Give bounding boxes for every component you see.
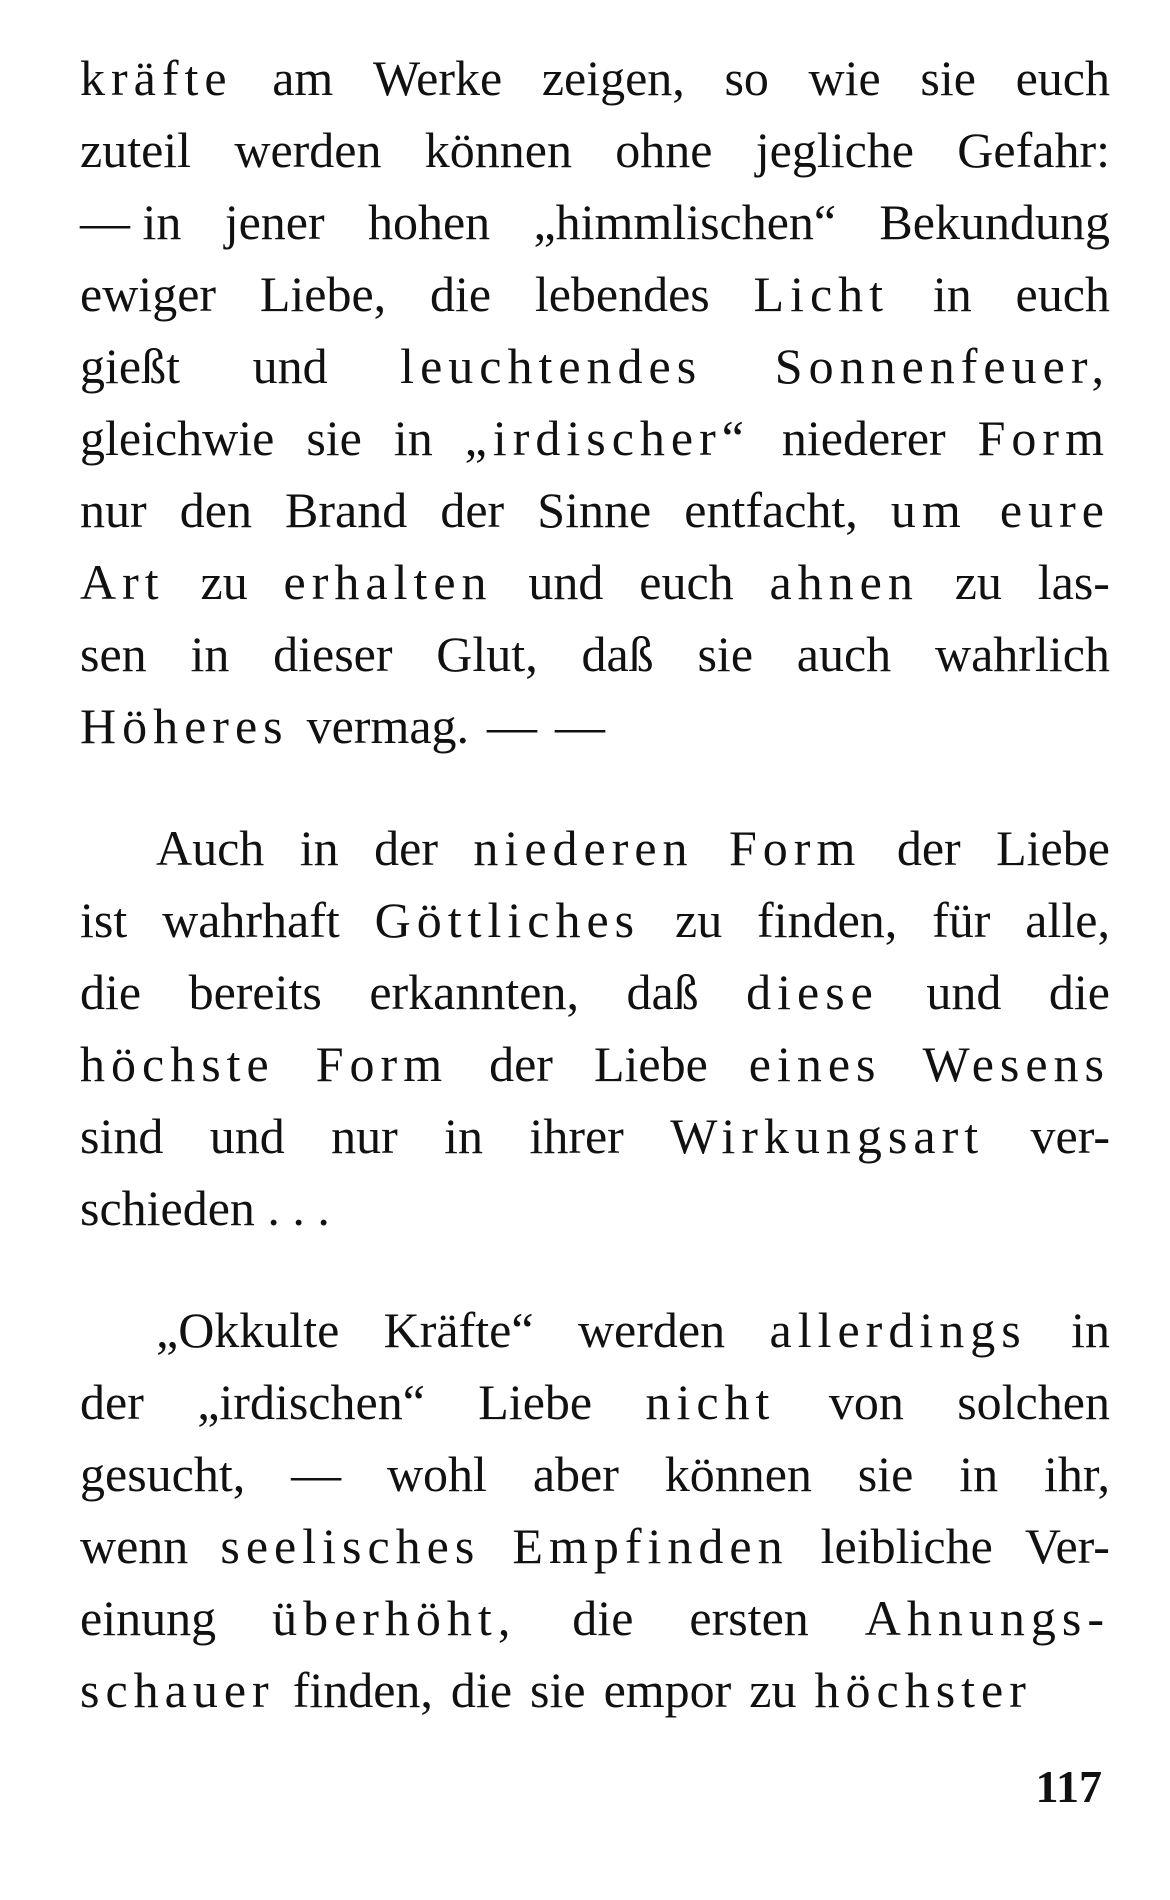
word: finden, [292, 1662, 433, 1718]
word: Werke [372, 50, 503, 106]
text-line [80, 474, 1110, 546]
word: so [724, 50, 769, 106]
word: nicht [645, 1374, 776, 1430]
word: schieden . . . [80, 1180, 330, 1236]
word: Art [80, 554, 165, 610]
word: kräfte [80, 50, 233, 106]
word: die [450, 1662, 513, 1718]
word: eines [748, 1036, 882, 1092]
word: finden, [757, 892, 898, 948]
word: — [487, 698, 538, 754]
text-line [80, 1654, 1110, 1726]
word: euch [1015, 50, 1110, 106]
word: zu [954, 554, 1002, 610]
word: in [393, 410, 433, 466]
text-line [80, 330, 1110, 402]
word: der [489, 1036, 553, 1092]
word: Wirkungsart [670, 1108, 985, 1164]
word: Wesens [922, 1036, 1110, 1092]
word: leuchtendes [400, 338, 703, 394]
word: „irdischer“ [464, 410, 750, 466]
word: „Okkulte [156, 1302, 340, 1358]
word: zu [200, 554, 248, 610]
word: ewiger [80, 266, 217, 322]
word: — [291, 1446, 342, 1502]
word: lebendes [534, 266, 710, 322]
word: nur [80, 482, 147, 538]
text-line [80, 956, 1110, 1028]
word: niederen [473, 820, 694, 876]
word: alle, [1025, 892, 1110, 948]
word: der [896, 820, 961, 876]
word: und [252, 338, 328, 394]
word: daß [626, 964, 699, 1020]
word: Liebe [593, 1036, 708, 1092]
word: Licht [753, 266, 890, 322]
word: sie [306, 410, 362, 466]
word: schauer [80, 1662, 275, 1718]
word: ahnen [769, 554, 919, 610]
word: in [1071, 1302, 1110, 1358]
word: Auch [156, 820, 265, 876]
word: für [932, 892, 991, 948]
word: Gefahr: [957, 122, 1110, 178]
paragraph-gap [80, 762, 1110, 812]
word: sie [697, 626, 754, 682]
word: Kräfte“ [383, 1302, 534, 1358]
word: entfacht, [684, 482, 858, 538]
word: sen [80, 626, 147, 682]
word: die [1048, 964, 1110, 1020]
word: las- [1037, 554, 1110, 610]
word: in [190, 626, 230, 682]
word: Form [977, 410, 1110, 466]
word: Form [729, 820, 862, 876]
word: erkannten, [369, 964, 579, 1020]
word: eure [999, 482, 1110, 538]
word: in [959, 1446, 999, 1502]
text-line [80, 884, 1110, 956]
word: daß [581, 626, 654, 682]
word: zu [675, 892, 723, 948]
word: in [299, 820, 339, 876]
word: sie [530, 1662, 586, 1718]
word: die [80, 964, 142, 1020]
word: euch [1015, 266, 1110, 322]
word: und [528, 554, 604, 610]
word: in [444, 1108, 484, 1164]
text-line [80, 1294, 1110, 1366]
word: ihr, [1043, 1446, 1110, 1502]
word: Liebe [478, 1374, 593, 1430]
word: — [555, 698, 606, 754]
word: können [664, 1446, 812, 1502]
word: vermag. [306, 698, 470, 754]
word: sie [857, 1446, 914, 1502]
word: hohen [367, 194, 491, 250]
word: allerdings [769, 1302, 1027, 1358]
word: den [179, 482, 252, 538]
word: zuteil [80, 122, 192, 178]
word: einung [80, 1590, 217, 1646]
word: der [80, 1374, 144, 1430]
word: der [440, 482, 505, 538]
word: diese [746, 964, 879, 1020]
word: Göttliches [374, 892, 641, 948]
word: Sonnenfeuer, [774, 338, 1110, 394]
word: können [424, 122, 572, 178]
text-line [80, 546, 1110, 618]
word: von [828, 1374, 904, 1430]
word: am [272, 50, 334, 106]
word: Bekundung [879, 194, 1110, 250]
word: Höheres [80, 698, 289, 754]
word: in [932, 266, 972, 322]
word: wenn [80, 1518, 189, 1574]
word: auch [796, 626, 892, 682]
text-line [80, 1028, 1110, 1100]
word: leibliche [820, 1518, 993, 1574]
word: ihrer [529, 1108, 624, 1164]
word: dieser [273, 626, 393, 682]
word: wahrlich [934, 626, 1110, 682]
word: „himmlischen“ [533, 194, 837, 250]
word: empor [603, 1662, 732, 1718]
text-line [80, 618, 1110, 690]
word: gesucht, [80, 1446, 246, 1502]
paragraph [80, 812, 1110, 1244]
word: die [429, 266, 492, 322]
word: Ver- [1024, 1518, 1110, 1574]
book-page-text [80, 42, 1110, 1726]
word: sind [80, 1108, 164, 1164]
word: gießt [80, 338, 180, 394]
text-line [80, 402, 1110, 474]
word: ohne [615, 122, 713, 178]
word: Empfinden [512, 1518, 789, 1574]
word: niederer [781, 410, 946, 466]
text-line [80, 258, 1110, 330]
word: „irdischen“ [197, 1374, 425, 1430]
text-line [80, 1582, 1110, 1654]
word: Form [315, 1036, 449, 1092]
word: erhalten [283, 554, 493, 610]
word: — in [80, 194, 182, 250]
word: euch [639, 554, 734, 610]
word: werden [577, 1302, 726, 1358]
word: wahrhaft [162, 892, 340, 948]
paragraph [80, 42, 1110, 762]
word: und [209, 1108, 285, 1164]
word: nur [331, 1108, 398, 1164]
text-line [80, 1510, 1110, 1582]
text-line [80, 1100, 1110, 1172]
word: und [926, 964, 1002, 1020]
word: ist [80, 892, 128, 948]
word: zu [749, 1662, 797, 1718]
text-line [80, 812, 1110, 884]
word: höchste [80, 1036, 275, 1092]
word: ersten [689, 1590, 809, 1646]
word: um [890, 482, 967, 538]
word: der [374, 820, 438, 876]
word: solchen [957, 1374, 1110, 1430]
word: Liebe [996, 820, 1110, 876]
word: jener [224, 194, 325, 250]
text-line [80, 114, 1110, 186]
text-line [80, 1366, 1110, 1438]
page-number: 117 [1035, 1761, 1102, 1812]
text-line [80, 1438, 1110, 1510]
word: Ahnungs- [864, 1590, 1110, 1646]
word: aber [532, 1446, 619, 1502]
word: zeigen, [541, 50, 685, 106]
word: ver- [1030, 1108, 1110, 1164]
word: sie [920, 50, 976, 106]
text-line [80, 690, 1110, 762]
paragraph [80, 1294, 1110, 1726]
word: wohl [386, 1446, 487, 1502]
word: überhöht, [272, 1590, 517, 1646]
text-line [80, 42, 1110, 114]
word: Glut, [436, 626, 538, 682]
text-line [80, 186, 1110, 258]
paragraph-gap [80, 1244, 1110, 1294]
word: Sinne [537, 482, 652, 538]
word: höchster [814, 1662, 1032, 1718]
word: gleichwie [80, 410, 275, 466]
word: bereits [188, 964, 322, 1020]
word: werden [234, 122, 382, 178]
word: Liebe, [259, 266, 387, 322]
word: Brand [285, 482, 408, 538]
word: seelisches [220, 1518, 481, 1574]
word: jegliche [755, 122, 915, 178]
text-line [80, 1172, 1110, 1244]
word: die [572, 1590, 634, 1646]
word: wie [808, 50, 881, 106]
